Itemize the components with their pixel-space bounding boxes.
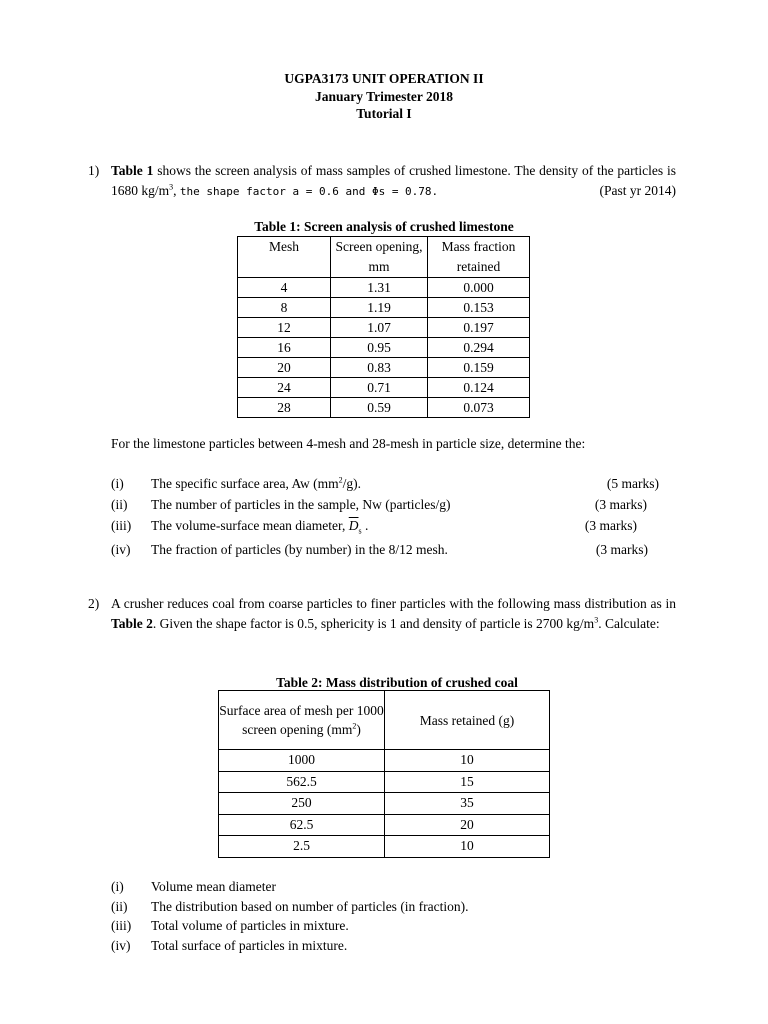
- part-number: (iv): [111, 937, 131, 953]
- shape-factors: the shape factor a = 0.6 and Φs = 0.78.: [179, 184, 439, 198]
- question-2-text-a: A crusher reduces coal from coarse particles to finer particles with the following mass distribution as in: [111, 596, 676, 611]
- table-cell: 0.59: [331, 398, 428, 418]
- part-marks: (5 marks): [606, 476, 659, 491]
- list-item: [111, 897, 661, 917]
- part-text-a: The volume-surface mean diameter,: [151, 518, 349, 533]
- part-text-a: The specific surface area, Aw (mm: [151, 476, 339, 491]
- question-1-number: 1): [88, 163, 100, 178]
- table-2-caption: Table 2: Mass distribution of crushed coal: [276, 675, 518, 690]
- table-2-header-mass: Mass retained (g): [385, 691, 550, 750]
- question-2-text-b: . Given the shape factor is 0.5, sphericity is 1 and density of particle is 2700 kg/m: [152, 615, 595, 631]
- mean-diameter-subscript: s: [358, 526, 362, 536]
- table-row: [219, 793, 550, 815]
- table-cell: 0.159: [428, 358, 530, 378]
- table-row: [219, 771, 550, 793]
- table-row: [219, 814, 550, 836]
- table-cell: 15: [385, 771, 550, 793]
- part-number: (i): [111, 879, 124, 894]
- list-item: [111, 516, 661, 540]
- table-cell: 0.197: [428, 318, 530, 338]
- table-1-header-mesh: Mesh: [238, 237, 331, 278]
- header-surface-area-end: ): [356, 722, 361, 737]
- table-cell: 10: [385, 836, 550, 858]
- density-exponent: 3: [169, 182, 174, 192]
- table-cell: 24: [238, 378, 331, 398]
- table-cell: 8: [238, 298, 331, 318]
- past-year-note: (Past yr 2014): [599, 182, 676, 198]
- table-cell: 1.19: [331, 298, 428, 318]
- table-1: [237, 236, 530, 418]
- table-cell: 20: [385, 814, 550, 836]
- table-row: [238, 338, 530, 358]
- density-exponent: 3: [594, 615, 599, 625]
- table-cell: 562.5: [219, 771, 385, 793]
- question-2: [88, 594, 676, 633]
- question-1-parts: [111, 474, 661, 561]
- table-2-header-surface-area: [219, 691, 385, 750]
- part-text: The number of particles in the sample, Nw (particles/g): [151, 497, 451, 512]
- table-cell: 250: [219, 793, 385, 815]
- part-number: (iii): [111, 918, 132, 933]
- table-1-reference: Table 1: [111, 163, 154, 178]
- part-text: Volume mean diameter: [151, 879, 276, 894]
- table-cell: 0.71: [331, 378, 428, 398]
- table-row: [238, 378, 530, 398]
- table-cell: 1.07: [331, 318, 428, 338]
- part-number: (ii): [111, 898, 128, 914]
- table-row: [238, 398, 530, 418]
- table-cell: 16: [238, 338, 331, 358]
- question-1-text: [111, 161, 676, 200]
- table-1-header-row: [238, 237, 530, 278]
- list-item: [111, 495, 661, 516]
- table-row: [238, 358, 530, 378]
- document-header: [0, 70, 768, 123]
- part-marks: (3 marks): [594, 497, 647, 512]
- part-text-b: /g).: [342, 476, 362, 491]
- part-marks: (3 marks): [584, 518, 637, 533]
- question-2-text: [111, 594, 676, 633]
- table-cell: 20: [238, 358, 331, 378]
- part-text: [151, 516, 368, 536]
- part-number: (i): [111, 476, 124, 491]
- part-marks: (3 marks): [595, 542, 648, 557]
- question-2-text-c: . Calculate:: [598, 615, 660, 631]
- question-1-lead: For the limestone particles between 4-mesh and 28-mesh in particle size, determine the:: [111, 436, 586, 451]
- list-item: [111, 916, 661, 936]
- table-cell: 0.95: [331, 338, 428, 358]
- table-cell: 0.153: [428, 298, 530, 318]
- table-row: [219, 836, 550, 858]
- part-text: The fraction of particles (by number) in the 8/12 mesh.: [151, 542, 448, 557]
- table-cell: 12: [238, 318, 331, 338]
- tutorial-title: Tutorial I: [356, 106, 412, 122]
- table-row: [238, 318, 530, 338]
- part-text: The distribution based on number of particles (in fraction).: [151, 898, 469, 914]
- table-cell: 10: [385, 750, 550, 772]
- table-cell: 0.073: [428, 398, 530, 418]
- table-1-header-opening: Screen opening, mm: [331, 237, 428, 278]
- table-1-header-fraction: Mass fraction retained: [428, 237, 530, 278]
- part-number: (ii): [111, 497, 128, 512]
- table-1-caption: Table 1: Screen analysis of crushed limestone: [254, 219, 514, 234]
- list-item: [111, 540, 661, 561]
- question-1-text-b: ,: [173, 182, 180, 198]
- question-2-parts: [111, 877, 661, 955]
- part-text: [151, 474, 361, 494]
- table-row: [238, 298, 530, 318]
- list-item: [111, 936, 661, 956]
- table-cell: 1.31: [331, 278, 428, 298]
- part-text-b: .: [361, 518, 369, 533]
- course-title: UGPA3173 UNIT OPERATION II: [284, 71, 484, 86]
- table-cell: 0.83: [331, 358, 428, 378]
- table-cell: 2.5: [219, 836, 385, 858]
- header-surface-area-text: Surface area of mesh per 1000 screen opening (mm: [219, 703, 384, 737]
- table-cell: 0.000: [428, 278, 530, 298]
- part-number: (iv): [111, 542, 131, 557]
- part-text: Total volume of particles in mixture.: [151, 918, 349, 933]
- table-2-reference: Table 2: [111, 615, 153, 631]
- table-cell: 35: [385, 793, 550, 815]
- part-exponent: 2: [338, 475, 343, 485]
- table-cell: 28: [238, 398, 331, 418]
- table-2-header-row: [219, 691, 550, 750]
- table-cell: 62.5: [219, 814, 385, 836]
- table-row: [238, 278, 530, 298]
- list-item: [111, 474, 661, 495]
- question-2-number: 2): [88, 596, 100, 611]
- list-item: [111, 877, 661, 897]
- mean-diameter-symbol: $\overline{D}$: [348, 518, 359, 533]
- question-1: [88, 161, 676, 200]
- part-number: (iii): [111, 518, 132, 533]
- header-exponent: 2: [352, 721, 357, 731]
- table-cell: 1000: [219, 750, 385, 772]
- table-cell: 0.124: [428, 378, 530, 398]
- table-row: [219, 750, 550, 772]
- table-cell: 4: [238, 278, 331, 298]
- part-text: Total surface of particles in mixture.: [151, 937, 348, 953]
- question-1-text-a: shows the screen analysis of mass samples of crushed limestone. The density of the particles is 1680 kg/m: [111, 163, 676, 198]
- term-title: January Trimester 2018: [315, 88, 453, 104]
- table-2: [218, 690, 550, 858]
- table-cell: 0.294: [428, 338, 530, 358]
